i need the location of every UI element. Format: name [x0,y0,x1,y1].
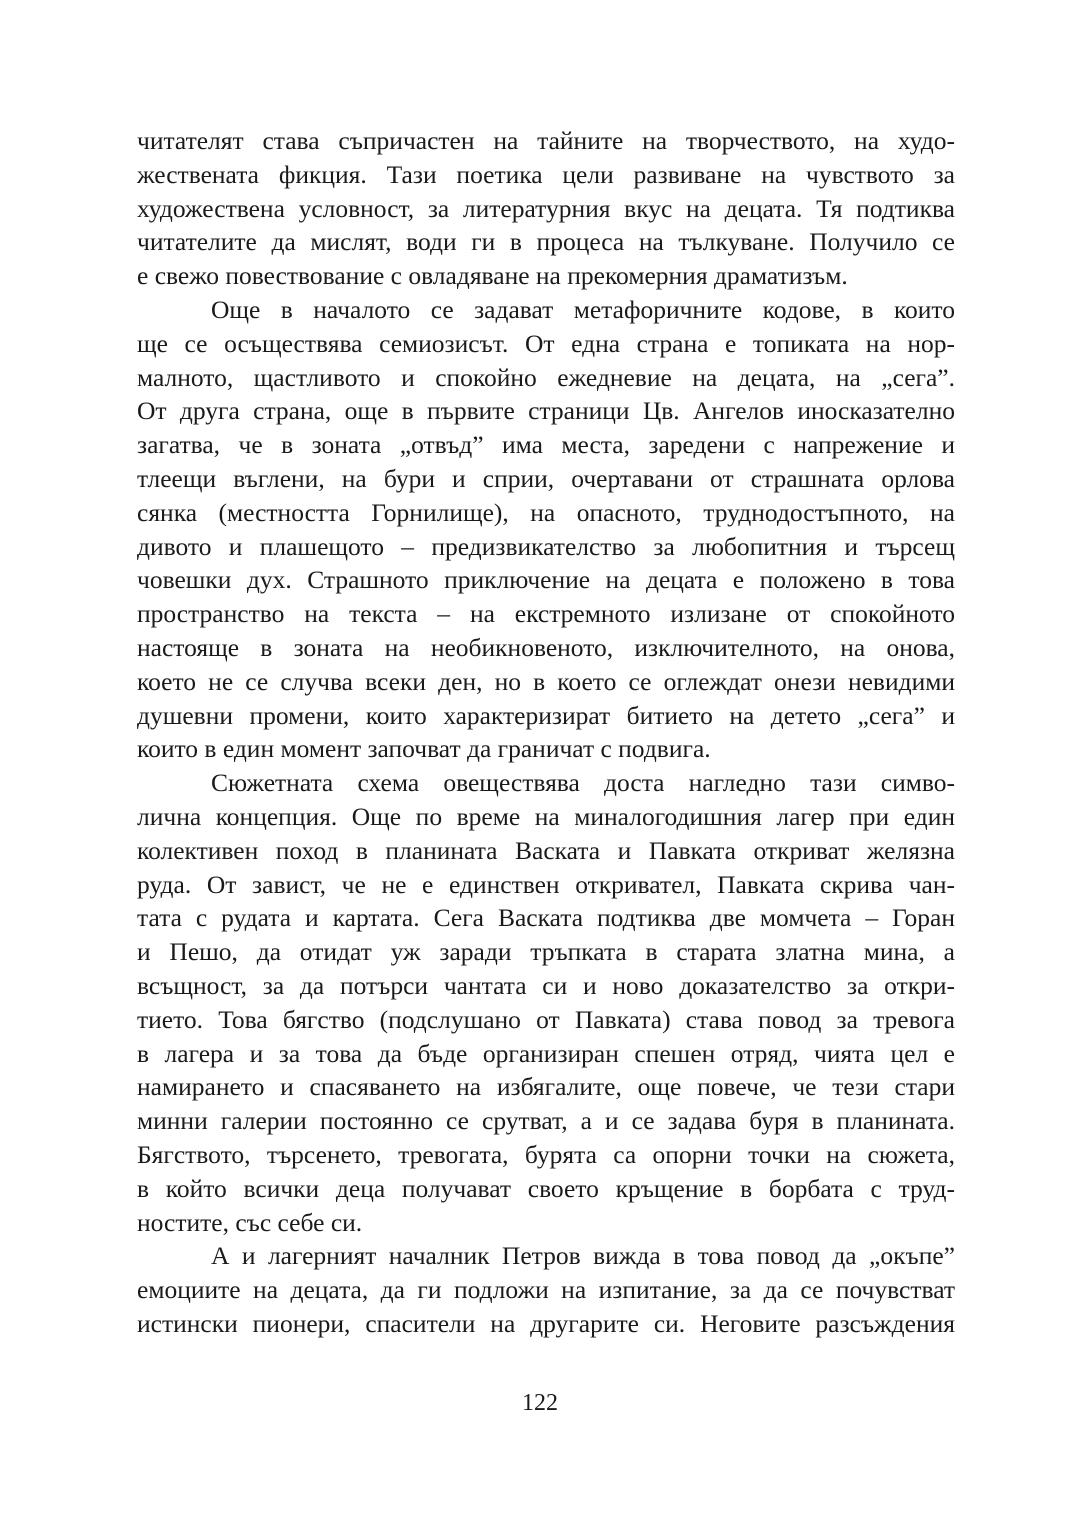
text-line: емоциите на децата, да ги подложи на изпитание, за да се почувстват [137,1275,955,1305]
text-line: което не се случва всеки ден, но в което се оглеждат онези невидими [137,666,955,696]
body-text [137,124,955,1341]
text-line: художествена условност, за литературния вкус на децата. Тя подтиква [137,193,955,223]
text-line: човешки дух. Страшното приключение на децата е положено в това [137,565,955,595]
text-line: колективен поход в планината Васката и Павката откриват желязна [137,835,955,865]
text-line: настояще в зоната на необикновеното, изключителното, на онова, [137,632,955,662]
document-page [137,124,955,1341]
text-line: лична концепция. Още по време на миналогодишния лагер при един [137,801,955,831]
text-line: тието. Това бягство (подслушано от Павката) става повод за тревога [137,1004,955,1034]
text-line: дивото и плашещото – предизвикателство за любопитния и търсещ [137,531,955,561]
text-line: и Пешо, да отидат уж заради тръпката в старата златна мина, а [137,937,955,967]
text-line: жествената фикция. Тази поетика цели развиване на чувството за [137,159,955,189]
text-line: всъщност, за да потърси чантата си и ново доказателство за откри- [137,970,955,1000]
text-line: душевни промени, които характеризират битието на детето „сега” и [137,700,955,730]
text-line: А и лагерният началник Петров вижда в това повод да „окъпе” [211,1241,955,1271]
text-line: читателите да мислят, води ги в процеса на тълкуване. Получило се [137,227,955,257]
text-line: тата с рудата и картата. Сега Васката подтиква две момчета – Горан [137,903,955,933]
text-line: малното, щастливото и спокойно ежедневие на децата, на „сега”. [137,362,955,392]
text-line: в лагера и за това да бъде организиран спешен отряд, чията цел е [137,1038,955,1068]
text-line: загатва, че в зоната „отвъд” има места, заредени с напрежение и [137,430,955,460]
text-line: Бягството, търсенето, тревогата, бурята са опорни точки на сюжета, [137,1139,955,1169]
text-line: ностите, със себе си. [137,1207,363,1237]
text-line: Още в началото се задават метафоричните кодове, в които [211,294,955,324]
text-line: От друга страна, още в първите страници Цв. Ангелов иносказателно [137,396,955,426]
text-line: руда. От завист, че не е единствен откривател, Павката скрива чан- [137,869,955,899]
paragraph [137,293,955,766]
text-line: намирането и спасяването на избягалите, още повече, че тези стари [137,1072,955,1102]
paragraph [137,766,955,1239]
text-line: Сюжетната схема овеществява доста нагледно тази симво- [211,768,955,798]
paragraph [137,1239,955,1340]
text-line: в който всички деца получават своето кръщение в борбата с труд- [137,1173,955,1203]
page-number: 122 [522,1390,558,1416]
text-line: тлеещи въглени, на бури и сприи, очертавани от страшната орлова [137,463,955,493]
text-line: е свежо повествование с овладяване на прекомерния драматизъм. [137,261,848,291]
text-line: пространство на текста – на екстремното излизане от спокойното [137,599,955,629]
text-line: които в един момент започват да граничат с подвига. [137,734,711,764]
text-line: сянка (местността Горнилище), на опасното, труднодостъпното, на [137,497,955,527]
text-line: минни галерии постоянно се срутват, а и се задава буря в планината. [137,1106,955,1136]
paragraph [137,124,955,293]
text-line: истински пионери, спасители на другарите си. Неговите разсъждения [137,1308,955,1338]
text-line: ще се осъществява семиозисът. От една страна е топиката на нор- [137,328,955,358]
text-line: читателят става съпричастен на тайните на творчеството, на худо- [137,126,955,155]
